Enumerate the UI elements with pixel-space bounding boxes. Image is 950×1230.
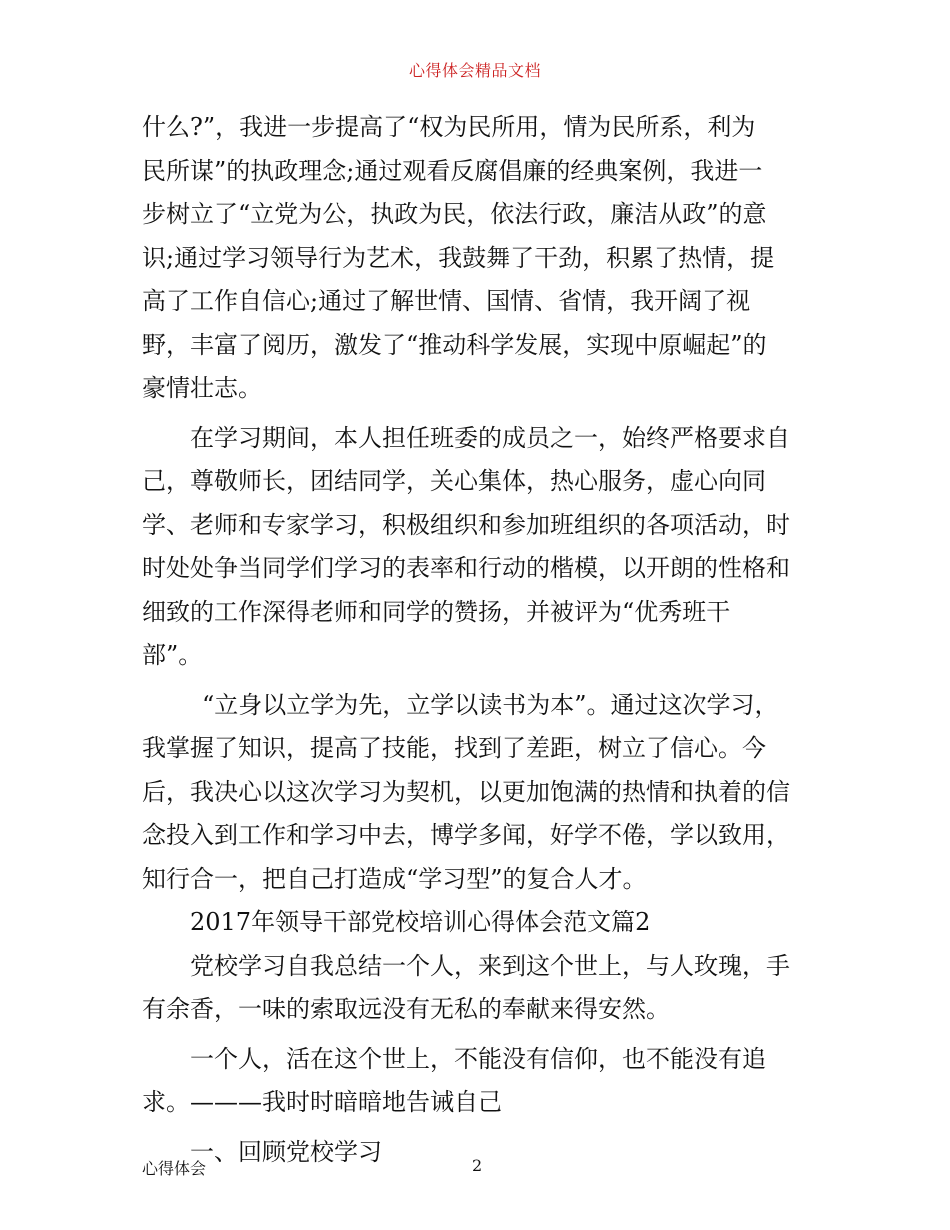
text-line: 我掌握了知识，提高了技能，找到了差距，树立了信心。今 xyxy=(142,734,766,762)
text-line: 识;通过学习领导行为艺术，我鼓舞了干劲，积累了热情，提 xyxy=(142,243,775,272)
footer-label: 心得体会 xyxy=(142,1159,207,1178)
paragraph-start-line: 党校学习自我总结一个人，来到这个世上，与人玫瑰，手 xyxy=(190,951,790,980)
text-line: 什么?”，我进一步提高了“权为民所用，情为民所系，利为 xyxy=(142,113,756,141)
paragraph-start-line: 一个人，活在这个世上，不能没有信仰，也不能没有追 xyxy=(190,1044,766,1073)
text-line: 野，丰富了阅历，激发了“推动科学发展，实现中原崛起”的 xyxy=(142,330,767,359)
text-line: 时处处争当同学们学习的表率和行动的楷模，以开朗的性格和 xyxy=(142,554,790,582)
text-line: 民所谋”的执政理念;通过观看反腐倡廉的经典案例，我进一 xyxy=(142,156,763,185)
text-line: 细致的工作深得老师和同学的赞扬，并被评为“优秀班干 xyxy=(142,597,731,626)
text-line: 念投入到工作和学习中去，博学多闻，好学不倦，学以致用， xyxy=(142,821,790,849)
page-number: 2 xyxy=(472,1156,483,1175)
text-line: 高了工作自信心;通过了解世情、国情、省情，我开阔了视 xyxy=(142,287,751,315)
text-line: 后，我决心以这次学习为契机，以更加饱满的热情和执着的信 xyxy=(142,777,790,806)
text-line: 己，尊敬师长，团结同学，关心集体，热心服务，虚心向同 xyxy=(142,467,766,495)
subsection-heading: 一、回顾党校学习 xyxy=(190,1137,382,1166)
paragraph-start-line: “立身以立学为先，立学以读书为本”。通过这次学习， xyxy=(202,690,779,719)
text-line: 知行合一，把自己打造成“学习型”的复合人才。 xyxy=(142,864,647,893)
section-title: 2017年领导干部党校培训心得体会范文篇2 xyxy=(190,908,651,936)
header-title: 心得体会精品文档 xyxy=(408,61,541,80)
text-line: 求。———我时时暗暗地告诫自己 xyxy=(142,1088,502,1116)
text-line: 学、老师和专家学习，积极组织和参加班组织的各项活动，时 xyxy=(142,510,790,539)
text-line: 步树立了“立党为公，执政为民，依法行政，廉洁从政”的意 xyxy=(142,200,767,228)
text-line: 豪情壮志。 xyxy=(142,374,262,402)
paragraph-start-line: 在学习期间，本人担任班委的成员之一，始终严格要求自 xyxy=(190,423,790,452)
document-header xyxy=(0,58,950,81)
text-line: 有余香，一味的索取远没有无私的奉献来得安然。 xyxy=(142,995,670,1023)
document-body xyxy=(142,106,812,1174)
text-line: 部”。 xyxy=(142,641,203,669)
